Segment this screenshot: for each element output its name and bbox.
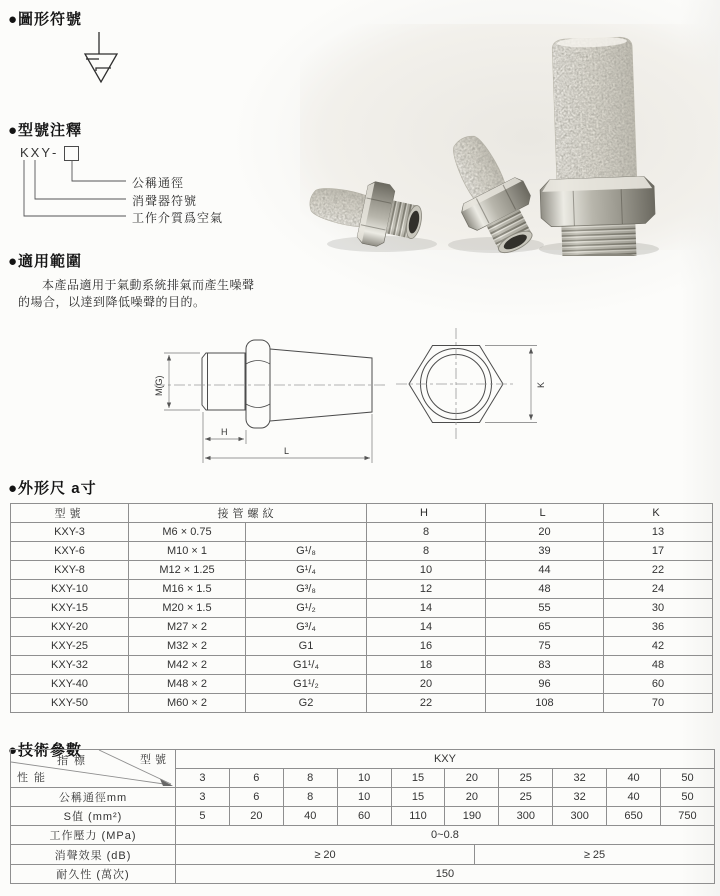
- corner-label-performance: 性能: [17, 772, 51, 784]
- col-header-model: 型號: [11, 504, 129, 523]
- table-row: [11, 656, 713, 675]
- value-cell: 300: [499, 807, 553, 826]
- cell-l: 108: [486, 694, 604, 713]
- silencer-symbol-icon: [72, 28, 132, 90]
- value-cell: 5: [176, 807, 230, 826]
- section-heading-graphic-symbol: ●圖形符號: [8, 11, 83, 28]
- cell-thread-g: G¹/₈: [246, 542, 367, 561]
- cell-thread-g: G³/₄: [246, 618, 367, 637]
- cell-h: 20: [367, 675, 486, 694]
- cell-thread-g: G¹/₂: [246, 599, 367, 618]
- cell-thread-m: M16 × 1.5: [129, 580, 246, 599]
- corner-label-model: 型號: [140, 754, 170, 766]
- section-heading-tech-params: ●技術參數: [8, 742, 83, 759]
- cell-thread-m: M12 × 1.25: [129, 561, 246, 580]
- cell-thread-m: M10 × 1: [129, 542, 246, 561]
- section-heading-model-notation: ●型號注釋: [8, 122, 83, 139]
- col-header-thread: 接管螺紋: [129, 504, 367, 523]
- scope-paragraph: [18, 277, 274, 311]
- cell-thread-g: [246, 523, 367, 542]
- cell-k: 17: [604, 542, 713, 561]
- value-cell: 300: [553, 807, 607, 826]
- cell-l: 44: [486, 561, 604, 580]
- table-row: [11, 788, 715, 807]
- model-size-box: [64, 146, 79, 161]
- model-dash: -: [52, 145, 59, 160]
- table-row: [11, 865, 715, 884]
- cell-l: 55: [486, 599, 604, 618]
- value-cell: 8: [283, 788, 337, 807]
- table-row: [11, 542, 713, 561]
- cell-h: 16: [367, 637, 486, 656]
- cell-model: KXY-8: [11, 561, 129, 580]
- table-row: [11, 826, 715, 845]
- size-cell: 10: [337, 769, 391, 788]
- table-row: [11, 580, 713, 599]
- cell-thread-g: G1: [246, 637, 367, 656]
- cell-thread-m: M20 × 1.5: [129, 599, 246, 618]
- cell-thread-g: G1¹/₂: [246, 675, 367, 694]
- cell-h: 18: [367, 656, 486, 675]
- durability-value-cell: 150: [176, 865, 715, 884]
- size-cell: 40: [607, 769, 661, 788]
- table-row: [11, 599, 713, 618]
- cell-k: 36: [604, 618, 713, 637]
- size-cell: 6: [229, 769, 283, 788]
- corner-label-index: 指標: [57, 755, 91, 767]
- value-cell: 25: [499, 788, 553, 807]
- cell-model: KXY-50: [11, 694, 129, 713]
- cell-k: 60: [604, 675, 713, 694]
- cell-k: 70: [604, 694, 713, 713]
- scope-line-2: 的場合，以達到降低噪聲的目的。: [18, 295, 206, 309]
- cell-h: 10: [367, 561, 486, 580]
- cell-l: 39: [486, 542, 604, 561]
- row-label-noise: 消聲效果 (dB): [11, 845, 176, 865]
- cell-l: 20: [486, 523, 604, 542]
- tech-header-row-series: [11, 750, 715, 769]
- series-header-cell: KXY: [176, 750, 715, 769]
- table-row: [11, 523, 713, 542]
- connector-lines: [22, 160, 134, 220]
- cell-h: 14: [367, 599, 486, 618]
- cell-thread-g: G¹/₄: [246, 561, 367, 580]
- pressure-value-cell: 0~0.8: [176, 826, 715, 845]
- value-cell: 15: [391, 788, 445, 807]
- dimension-drawing: [140, 322, 560, 477]
- value-cell: 20: [445, 788, 499, 807]
- size-cell: 25: [499, 769, 553, 788]
- cell-model: KXY-3: [11, 523, 129, 542]
- cell-thread-m: M60 × 2: [129, 694, 246, 713]
- table-row: [11, 845, 715, 865]
- value-cell: 650: [607, 807, 661, 826]
- value-cell: 3: [176, 788, 230, 807]
- size-cell: 50: [661, 769, 715, 788]
- dim-label-k: K: [536, 381, 546, 388]
- cell-h: 8: [367, 523, 486, 542]
- section-heading-scope: ●適用範圍: [8, 253, 83, 270]
- cell-model: KXY-15: [11, 599, 129, 618]
- table-row: [11, 618, 713, 637]
- cell-model: KXY-20: [11, 618, 129, 637]
- value-cell: 40: [607, 788, 661, 807]
- value-cell: 40: [283, 807, 337, 826]
- section-heading-dimensions: ●外形尺 a寸: [8, 480, 97, 497]
- cell-h: 12: [367, 580, 486, 599]
- value-cell: 190: [445, 807, 499, 826]
- cell-thread-m: M48 × 2: [129, 675, 246, 694]
- value-cell: 50: [661, 788, 715, 807]
- row-label-bore: 公稱通徑mm: [11, 788, 176, 807]
- size-cell: 15: [391, 769, 445, 788]
- tech-params-table: [10, 749, 715, 884]
- value-cell: 750: [661, 807, 715, 826]
- corner-header-cell: [11, 750, 176, 788]
- cell-thread-m: M42 × 2: [129, 656, 246, 675]
- cell-thread-g: G1¹/₄: [246, 656, 367, 675]
- cell-model: KXY-10: [11, 580, 129, 599]
- col-header-l: L: [486, 504, 604, 523]
- size-cell: 8: [283, 769, 337, 788]
- cell-l: 65: [486, 618, 604, 637]
- size-cell: 32: [553, 769, 607, 788]
- size-cell: 20: [445, 769, 499, 788]
- cell-h: 8: [367, 542, 486, 561]
- dim-header-row: [11, 504, 713, 523]
- legend-label-muffler: 消聲器符號: [132, 194, 198, 208]
- size-cell: 3: [176, 769, 230, 788]
- table-row: [11, 637, 713, 656]
- cell-model: KXY-32: [11, 656, 129, 675]
- cell-model: KXY-25: [11, 637, 129, 656]
- cell-h: 22: [367, 694, 486, 713]
- row-label-durability: 耐久性 (萬次): [11, 865, 176, 884]
- dim-label-l: L: [284, 446, 290, 456]
- row-label-pressure: 工作壓力 (MPa): [11, 826, 176, 845]
- col-header-k: K: [604, 504, 713, 523]
- dimensions-table: [10, 503, 713, 713]
- noise-value-cell: [176, 845, 715, 865]
- legend-label-bore: 公稱通徑: [132, 176, 185, 190]
- cell-k: 30: [604, 599, 713, 618]
- value-cell: 6: [229, 788, 283, 807]
- dim-label-h: H: [221, 427, 228, 437]
- cell-l: 75: [486, 637, 604, 656]
- noise-value-left: ≥ 20: [176, 845, 475, 864]
- cell-model: KXY-40: [11, 675, 129, 694]
- table-row: [11, 675, 713, 694]
- scope-line-1: 本產品適用于氣動系統排氣而產生噪聲: [42, 278, 255, 292]
- value-cell: 20: [229, 807, 283, 826]
- cell-model: KXY-6: [11, 542, 129, 561]
- cell-k: 24: [604, 580, 713, 599]
- cell-thread-m: M6 × 0.75: [129, 523, 246, 542]
- cell-h: 14: [367, 618, 486, 637]
- noise-value-right: ≥ 25: [583, 848, 606, 861]
- table-row: [11, 694, 713, 713]
- cell-thread-m: M27 × 2: [129, 618, 246, 637]
- cell-l: 48: [486, 580, 604, 599]
- product-photo: [300, 18, 718, 256]
- cell-l: 96: [486, 675, 604, 694]
- cell-k: 22: [604, 561, 713, 580]
- value-cell: 110: [391, 807, 445, 826]
- cell-thread-g: G³/₈: [246, 580, 367, 599]
- model-code: KXY: [20, 145, 53, 160]
- legend-label-medium: 工作介質爲空氣: [132, 211, 224, 225]
- cell-l: 83: [486, 656, 604, 675]
- dim-label-mg: M(G): [154, 375, 164, 396]
- col-header-h: H: [367, 504, 486, 523]
- cell-k: 48: [604, 656, 713, 675]
- row-label-s-value: S值 (mm²): [11, 807, 176, 826]
- cell-thread-m: M32 × 2: [129, 637, 246, 656]
- cell-thread-g: G2: [246, 694, 367, 713]
- table-row: [11, 807, 715, 826]
- value-cell: 32: [553, 788, 607, 807]
- cell-k: 42: [604, 637, 713, 656]
- value-cell: 60: [337, 807, 391, 826]
- table-row: [11, 561, 713, 580]
- cell-k: 13: [604, 523, 713, 542]
- value-cell: 10: [337, 788, 391, 807]
